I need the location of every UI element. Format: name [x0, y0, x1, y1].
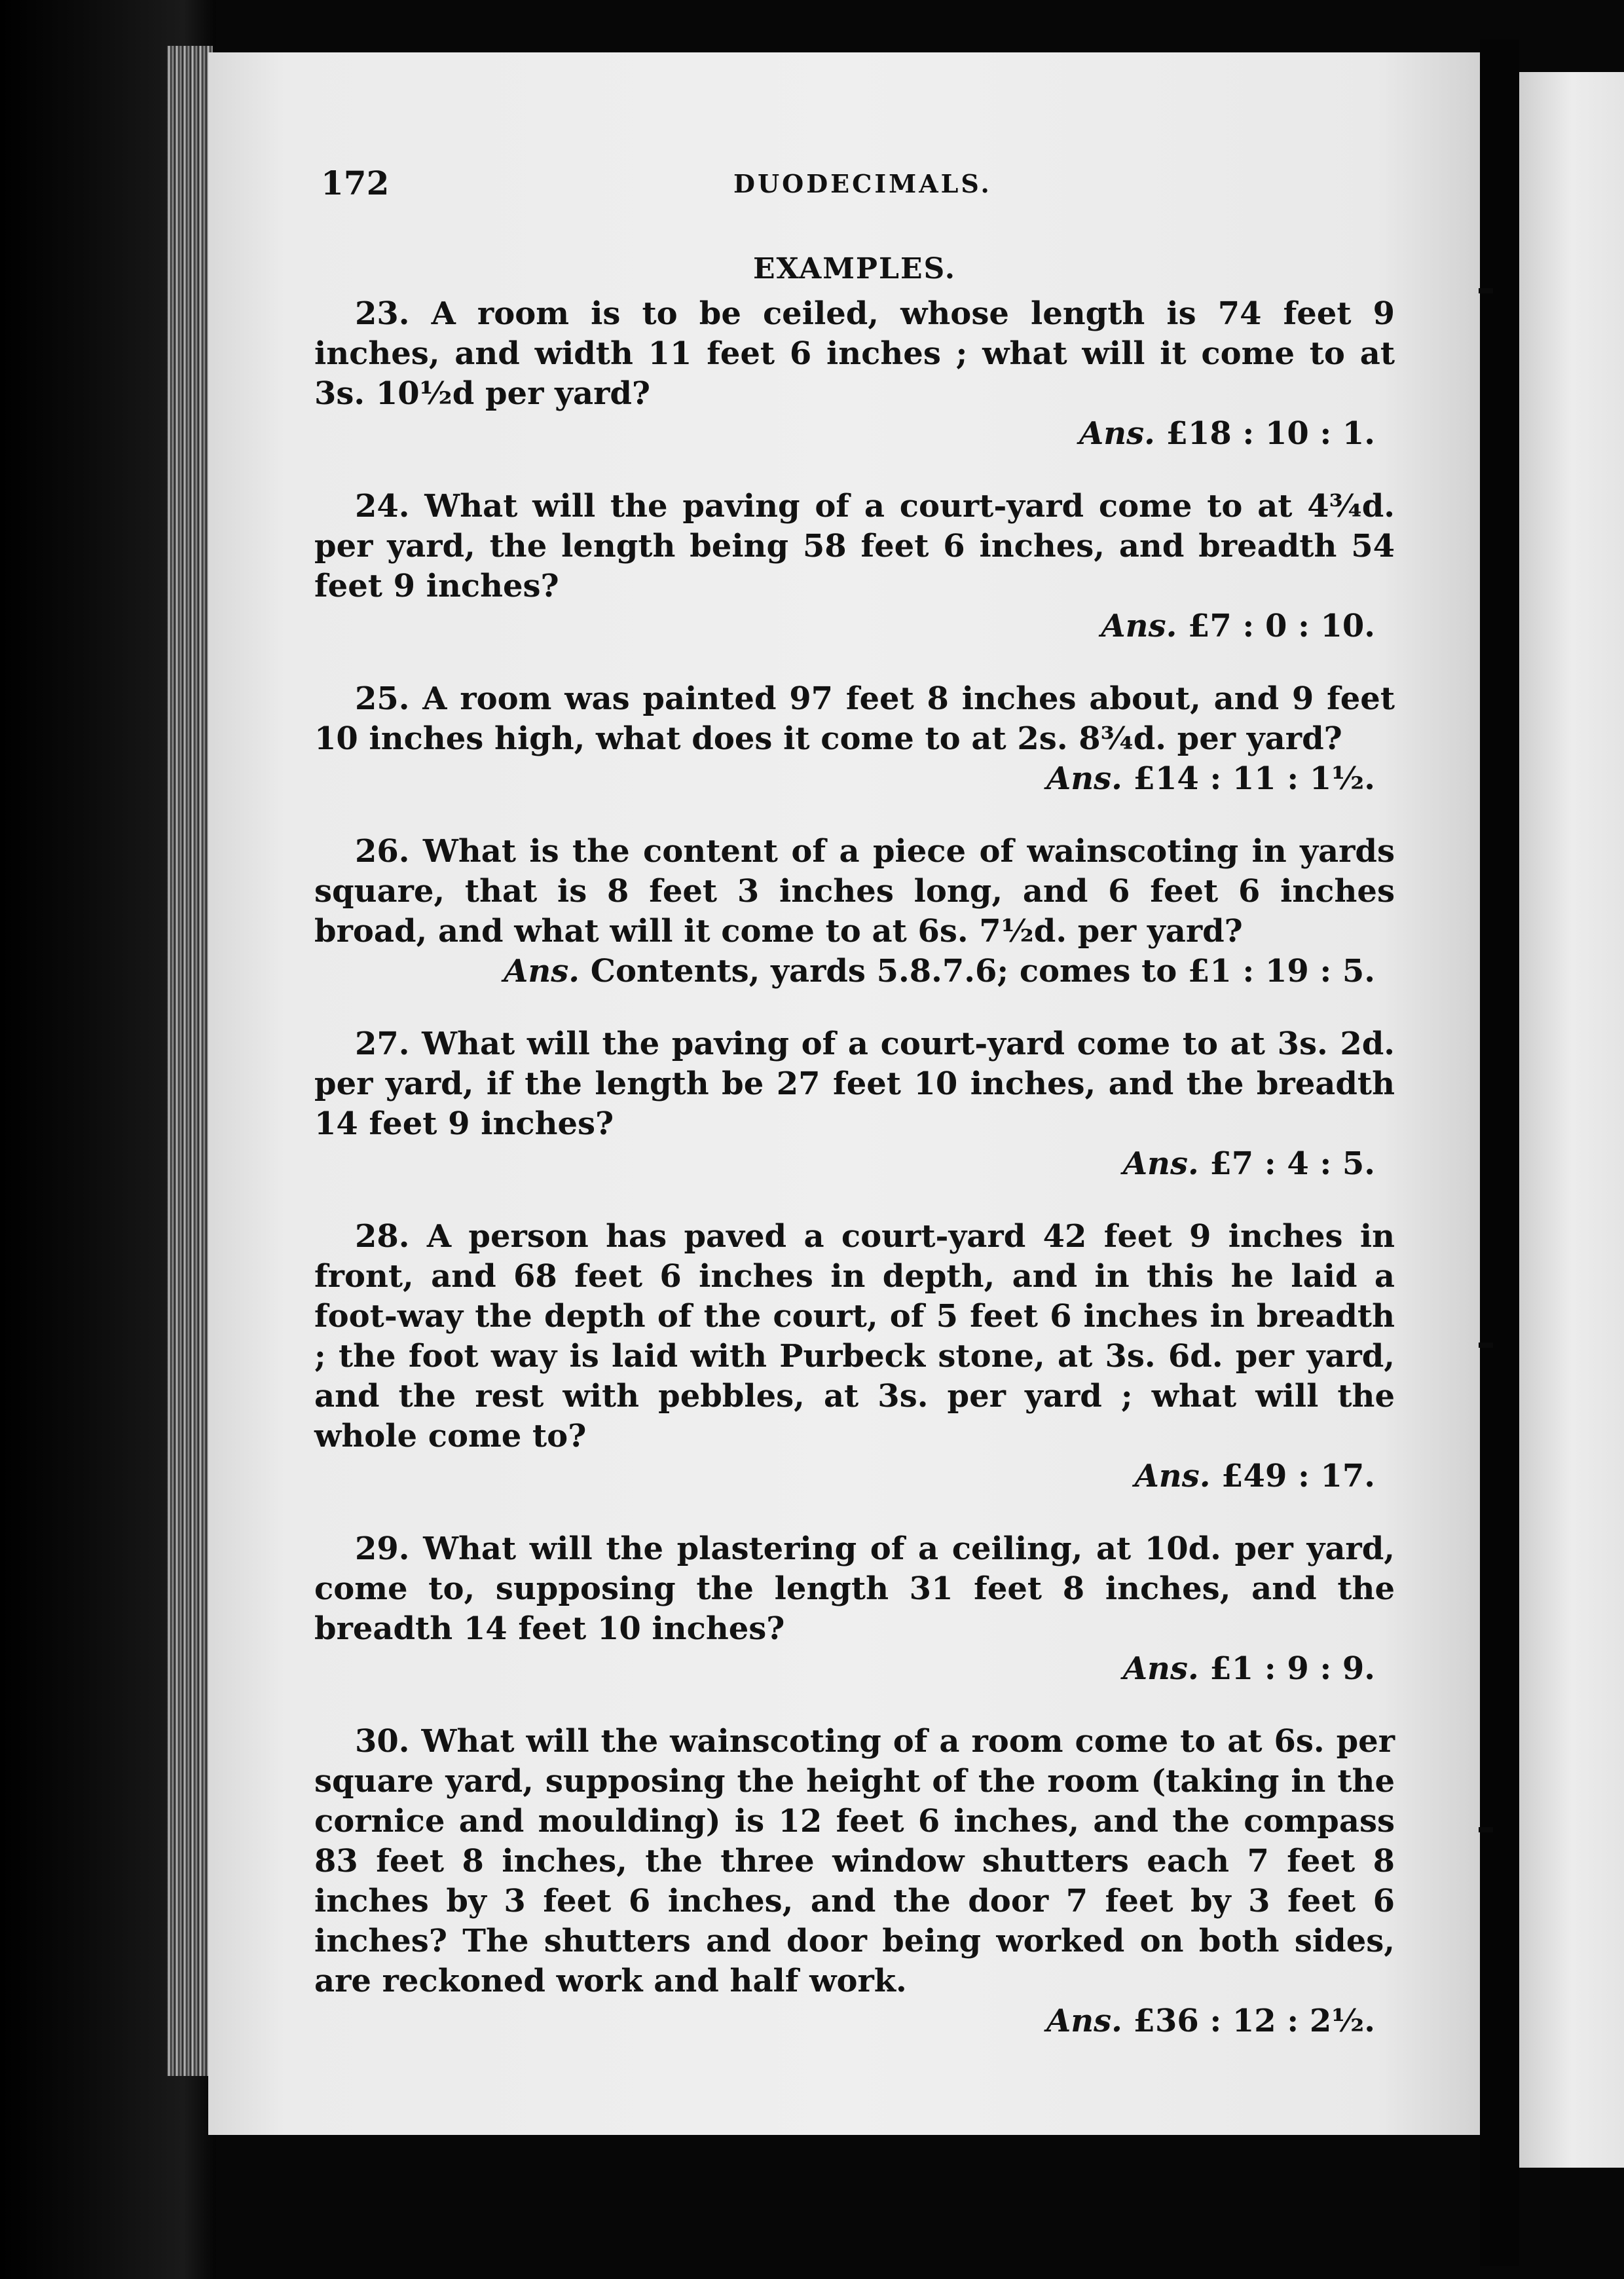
problem-text: 26. What is the content of a piece of wainscoting in yards square, that is 8 feet 3 inches long, and 6 feet 6 inches broad, and what will it come to at 6s. 7½d. per yard? — [314, 833, 1395, 950]
answer — [314, 759, 1395, 799]
problem-text: 28. A person has paved a court-yard 42 feet 9 inches in front, and 68 feet 6 inches in depth, and in this he laid a foot-way the depth of the court, of 5 feet 6 inches in breadth ; the foot way is laid with Purbeck stone, at 3s. 6d. per yard, and the rest with pebbles, at 3s. per yard ; what will the whole come to? — [314, 1218, 1395, 1454]
problem-24 — [314, 487, 1395, 646]
answer — [314, 414, 1395, 454]
gutter-gap — [1480, 39, 1519, 2266]
problem-29 — [314, 1529, 1395, 1689]
problem-30 — [314, 1722, 1395, 2041]
answer — [314, 1456, 1395, 1496]
page-number: 172 — [321, 164, 390, 202]
problem-text: 29. What will the plastering of a ceiling, at 10d. per yard, come to, supposing the length 31 feet 8 inches, and the breadth 14 feet 10 inches? — [314, 1530, 1395, 1647]
answer-value: £1 : 9 : 9. — [1209, 1650, 1375, 1687]
page-tick-mark — [1479, 1827, 1493, 1832]
answer-value: £18 : 10 : 1. — [1166, 415, 1375, 452]
page-tick-mark — [1479, 1343, 1493, 1348]
answer-value: £36 : 12 : 2½. — [1133, 2003, 1375, 2039]
answer-value: £7 : 0 : 10. — [1188, 608, 1375, 644]
ans-label: Ans. — [1122, 1650, 1199, 1687]
section-heading: EXAMPLES. — [752, 252, 957, 286]
page-header — [321, 164, 1401, 216]
problem-text: 25. A room was painted 97 feet 8 inches about, and 9 feet 10 inches high, what does it come to at 2s. 8¾d. per yard? — [314, 680, 1395, 757]
page-content — [314, 249, 1395, 2074]
problem-text: 30. What will the wainscoting of a room come to at 6s. per square yard, supposing the height of the room (taking in the cornice and moulding) is 12 feet 6 inches, and the compass 83 feet 8 inches, the three window shutters each 7 feet 8 inches by 3 feet 6 inches, and the door 7 feet by 3 feet 6 inches? The shutters and door being worked on both sides, are reckoned work and half work. — [314, 1723, 1395, 1999]
ans-label: Ans. — [1134, 1458, 1211, 1494]
ans-label: Ans. — [1101, 608, 1177, 644]
problem-text: 23. A room is to be ceiled, whose length is 74 feet 9 inches, and width 11 feet 6 inches ; what will it come to at 3s. 10½d per yard? — [314, 295, 1395, 412]
ans-label: Ans. — [1046, 760, 1122, 797]
problem-26 — [314, 832, 1395, 991]
ans-label: Ans. — [504, 953, 580, 990]
problem-text: 27. What will the paving of a court-yard come to at 3s. 2d. per yard, if the length be 27 feet 10 inches, and the breadth 14 feet 9 inches? — [314, 1026, 1395, 1142]
answer — [314, 1649, 1395, 1689]
page-edges — [167, 46, 213, 2076]
answer — [314, 606, 1395, 646]
answer — [314, 2001, 1395, 2041]
problem-27 — [314, 1024, 1395, 1184]
problem-25 — [314, 679, 1395, 799]
answer-value: £49 : 17. — [1221, 1458, 1375, 1494]
answer-value: Contents, yards 5.8.7.6; comes to £1 : 19 : 5. — [590, 953, 1375, 990]
ans-label: Ans. — [1046, 2003, 1122, 2039]
answer — [314, 1144, 1395, 1184]
ans-label: Ans. — [1122, 1145, 1199, 1182]
problem-28 — [314, 1217, 1395, 1496]
problem-text: 24. What will the paving of a court-yard come to at 4¾d. per yard, the length being 58 feet 6 inches, and breadth 54 feet 9 inches? — [314, 488, 1395, 604]
answer — [314, 952, 1395, 991]
problem-23 — [314, 294, 1395, 454]
answer-value: £7 : 4 : 5. — [1209, 1145, 1375, 1182]
ans-label: Ans. — [1079, 415, 1155, 452]
facing-page-edge — [1519, 72, 1624, 2168]
page-tick-mark — [1479, 288, 1493, 293]
running-head: DUODECIMALS. — [733, 169, 992, 198]
answer-value: £14 : 11 : 1½. — [1133, 760, 1375, 797]
